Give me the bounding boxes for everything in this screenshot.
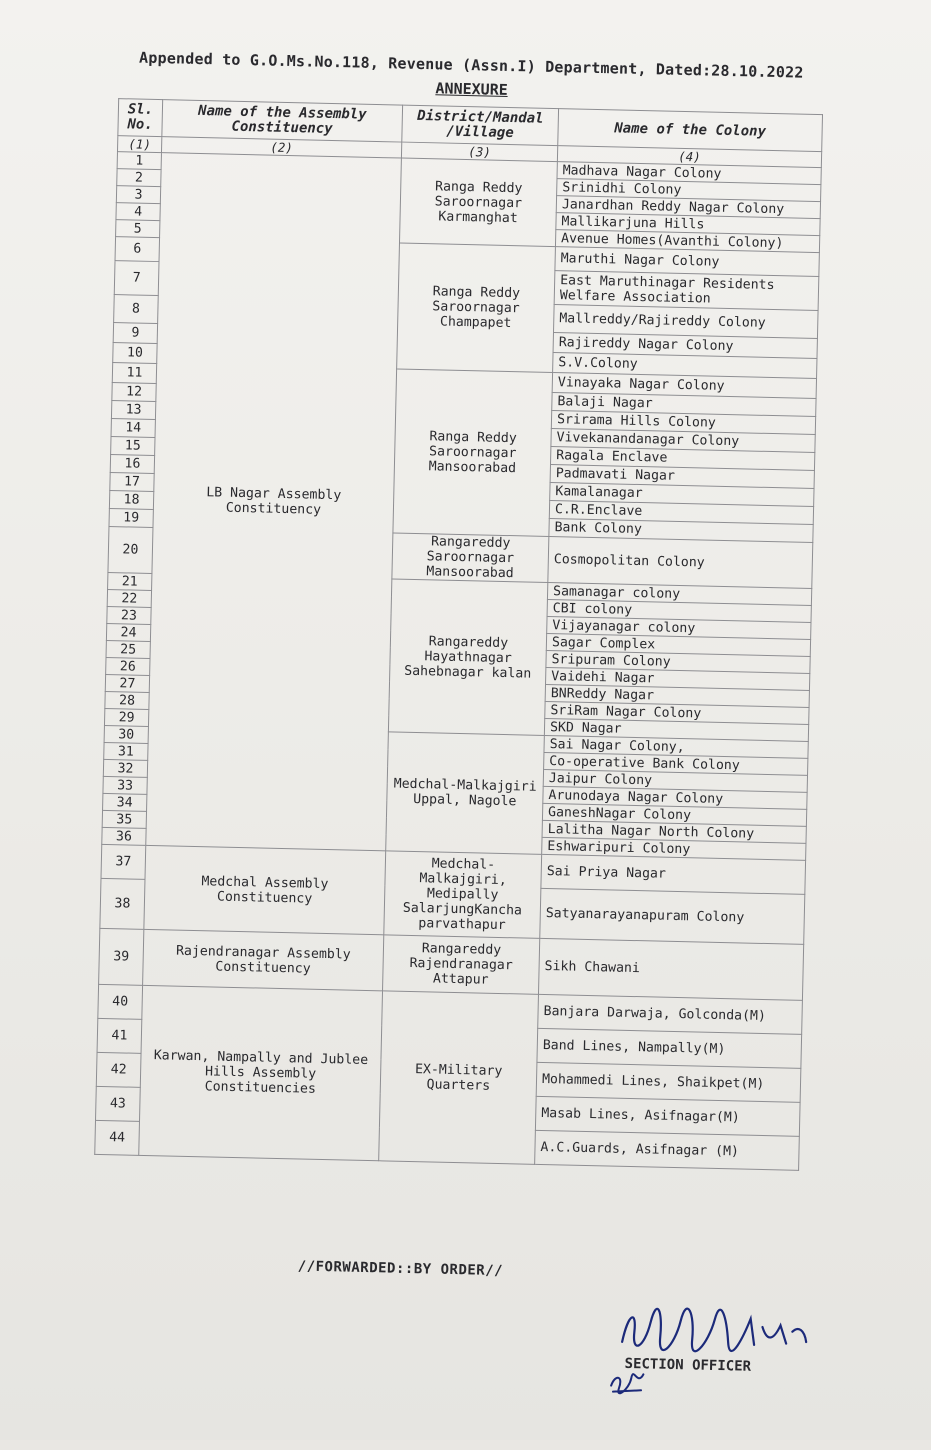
constituency-cell: LB Nagar Assembly Constituency <box>146 153 402 851</box>
row-number: 35 <box>102 810 146 828</box>
row-number: 10 <box>113 343 157 364</box>
colony-cell: Co-operative Bank Colony <box>544 752 808 775</box>
row-number: 22 <box>107 589 151 607</box>
row-number: 37 <box>101 844 146 879</box>
district-cell: Ranga Reddy Saroornagar Champapet <box>397 243 556 373</box>
row-number: 25 <box>106 640 150 658</box>
row-number: 12 <box>112 383 156 402</box>
row-number: 9 <box>113 323 157 344</box>
colony-cell: Vijayanagar colony <box>547 616 811 639</box>
colony-cell: Vinayaka Nagar Colony <box>552 373 816 399</box>
row-number: 17 <box>110 473 154 492</box>
colony-cell: Bank Colony <box>549 518 813 542</box>
colony-cell: Vaidehi Nagar <box>546 667 810 690</box>
row-number: 40 <box>98 984 143 1019</box>
row-number: 4 <box>116 203 160 221</box>
row-number: 28 <box>105 691 149 709</box>
row-number: 36 <box>102 827 146 845</box>
colony-cell: S.V.Colony <box>553 353 817 379</box>
colony-cell: SKD Nagar <box>544 718 808 741</box>
colony-cell: BNReddy Nagar <box>545 684 809 707</box>
row-number: 38 <box>100 878 145 929</box>
colony-cell: GaneshNagar Colony <box>542 803 806 826</box>
row-number: 42 <box>96 1052 141 1087</box>
colony-cell: Padmavati Nagar <box>550 465 814 489</box>
colony-cell: Arunodaya Nagar Colony <box>543 786 807 809</box>
colony-cell: Maruthi Nagar Colony <box>555 247 819 277</box>
colony-cell: Sikh Chawani <box>538 938 803 1000</box>
row-number: 15 <box>111 437 155 456</box>
row-number: 31 <box>104 742 148 760</box>
colony-cell: Srinidhi Colony <box>557 179 821 202</box>
row-number: 2 <box>117 169 161 187</box>
row-number: 11 <box>112 363 156 384</box>
colony-cell: Satyanarayanapuram Colony <box>540 888 805 944</box>
colony-cell: Cosmopolitan Colony <box>548 536 813 588</box>
colony-cell: Sagar Complex <box>546 633 810 656</box>
district-cell: Rangareddy Rajendranagar Attapur <box>383 935 540 995</box>
district-cell: EX-Military Quarters <box>379 991 539 1164</box>
row-number: 19 <box>109 509 153 528</box>
row-number: 6 <box>115 237 160 262</box>
initials-mark <box>607 1368 648 1397</box>
district-cell: Rangareddy Hayathnagar Sahebnagar kalan <box>388 579 547 735</box>
colony-cell: Rajireddy Nagar Colony <box>553 333 817 359</box>
row-number: 23 <box>107 606 151 624</box>
colony-cell: Mohammedi Lines, Shaikpet(M) <box>536 1062 801 1102</box>
row-number: 1 <box>117 152 161 170</box>
row-number: 18 <box>109 491 153 510</box>
constituency-cell: Rajendranagar Assembly Constituency <box>143 929 384 990</box>
colony-cell: Mallreddy/Rajireddy Colony <box>553 305 818 339</box>
row-number: 30 <box>104 725 148 743</box>
colony-cell: Lalitha Nagar North Colony <box>542 820 806 843</box>
header-colony: Name of the Colony <box>558 109 823 152</box>
district-cell: Medchal-Malkajgiri, Medipally SalarjungKancha parvathapur <box>384 851 542 939</box>
row-number: 43 <box>96 1086 141 1121</box>
colony-cell: Masab Lines, Asifnagar(M) <box>535 1096 800 1136</box>
row-number: 14 <box>111 419 155 438</box>
appended-header: Appended to G.O.Ms.No.118, Revenue (Assn.I) Department, Dated:28.10.2022 <box>138 48 804 82</box>
colony-table <box>94 98 823 1171</box>
row-number: 39 <box>99 928 144 985</box>
district-cell: Ranga Reddy Saroornagar Karmanghat <box>399 158 557 247</box>
row-number: 24 <box>106 623 150 641</box>
colony-cell: Eshwaripuri Colony <box>542 837 806 860</box>
row-number: 33 <box>103 776 147 794</box>
colony-cell: East Maruthinagar Residents Welfare Association <box>554 271 819 311</box>
colony-cell: C.R.Enclave <box>549 500 813 524</box>
constituency-cell: Medchal Assembly Constituency <box>144 845 386 934</box>
colony-cell: Madhava Nagar Colony <box>557 162 821 185</box>
colony-cell: Sai Nagar Colony, <box>544 735 808 758</box>
row-number: 20 <box>108 527 153 574</box>
colony-cell: Ragala Enclave <box>551 447 815 471</box>
row-number: 13 <box>111 401 155 420</box>
row-number: 41 <box>97 1018 142 1053</box>
constituency-cell: Karwan, Nampally and Jublee Hills Assembly Constituencies <box>139 985 383 1160</box>
row-number: 21 <box>108 572 152 590</box>
row-number: 8 <box>114 295 159 324</box>
district-cell: Rangareddy Saroornagar Mansoorabad <box>392 533 549 583</box>
row-number: 32 <box>103 759 147 777</box>
colony-cell: CBI colony <box>547 599 811 622</box>
row-number: 7 <box>114 261 159 296</box>
row-number: 26 <box>106 657 150 675</box>
row-number: 29 <box>104 708 148 726</box>
colony-cell: Samanagar colony <box>547 582 811 605</box>
section-officer-label: SECTION OFFICER <box>624 1355 752 1375</box>
district-cell: Ranga Reddy Saroornagar Mansoorabad <box>393 369 553 536</box>
row-number: 16 <box>110 455 154 474</box>
colony-cell: Kamalanagar <box>550 483 814 507</box>
colony-cell: Avenue Homes(Avanthi Colony) <box>555 230 819 253</box>
row-number: 27 <box>105 674 149 692</box>
colony-cell: Banjara Darwaja, Golconda(M) <box>538 994 803 1034</box>
colony-cell: Vivekanandanagar Colony <box>551 429 815 453</box>
colony-cell: Sai Priya Nagar <box>541 854 806 894</box>
row-number: 44 <box>95 1120 140 1155</box>
colony-cell: Janardhan Reddy Nagar Colony <box>556 196 820 219</box>
colony-cell: SriRam Nagar Colony <box>545 701 809 724</box>
colony-cell: Mallikarjuna Hills <box>556 213 820 236</box>
row-number: 3 <box>116 186 160 204</box>
colony-cell: A.C.Guards, Asifnagar (M) <box>535 1130 800 1170</box>
colony-cell: Jaipur Colony <box>543 769 807 792</box>
colony-cell: Srirama Hills Colony <box>551 411 815 435</box>
row-number: 5 <box>116 220 160 238</box>
column-number: (3) <box>401 142 557 162</box>
header-sl-no: Sl. No. <box>118 99 163 137</box>
colony-cell: Balaji Nagar <box>552 393 816 417</box>
colony-cell: Band Lines, Nampally(M) <box>537 1028 802 1068</box>
column-number: (2) <box>161 137 401 158</box>
header-constituency: Name of the Assembly Constituency <box>162 100 403 142</box>
row-number: 34 <box>103 793 147 811</box>
district-cell: Medchal-Malkajgiri Uppal, Nagole <box>386 732 545 855</box>
annexure-title: ANNEXURE <box>435 79 508 99</box>
column-number: (1) <box>117 136 161 153</box>
colony-cell: Sripuram Colony <box>546 650 810 673</box>
forwarded-by-order: //FORWARDED::BY ORDER// <box>297 1258 504 1280</box>
column-number: (4) <box>557 146 821 168</box>
header-district: District/Mandal /Village <box>402 105 559 146</box>
